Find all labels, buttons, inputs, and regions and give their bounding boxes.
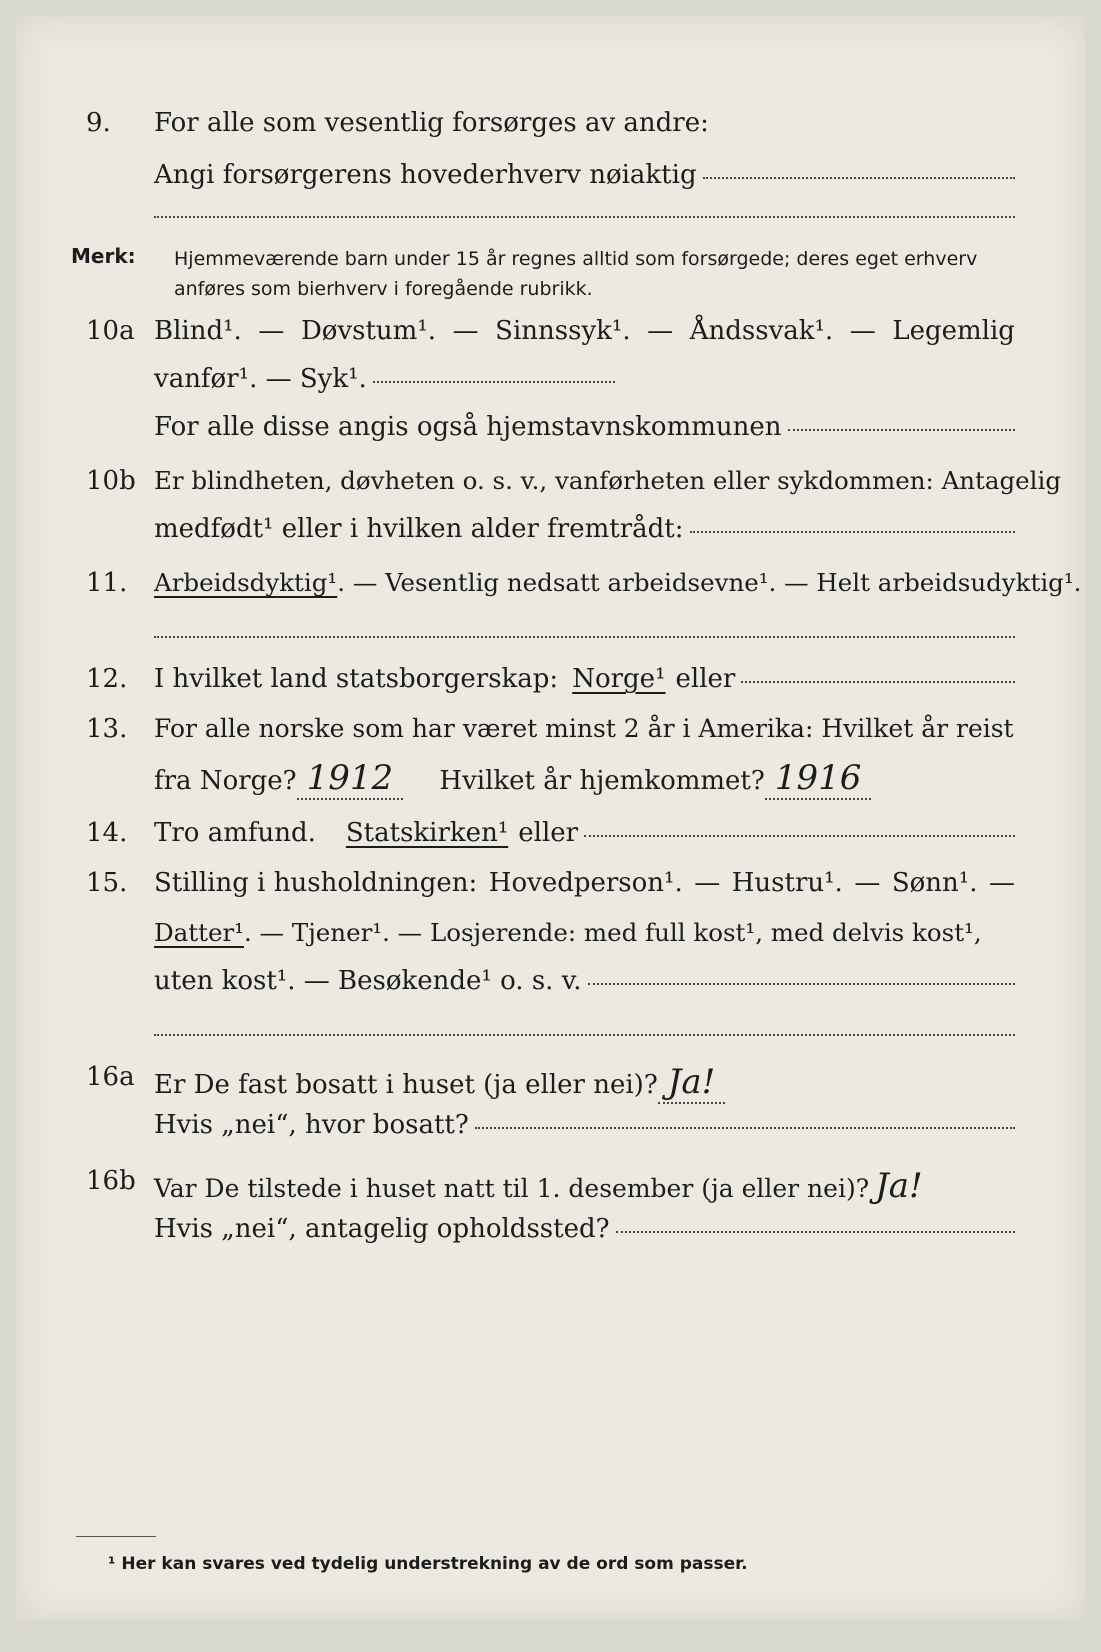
question-text: Hvis „nei“, antagelig opholdssted? — [154, 1214, 610, 1244]
option-text: Døvstum¹. — [300, 316, 437, 346]
note-label: Merk: — [71, 244, 136, 268]
question-number: 14. — [86, 818, 128, 848]
question-text: Hvilket år hjemkommet? — [439, 766, 765, 796]
question-number: 16a — [86, 1062, 135, 1092]
option-text: Åndssvak¹. — [689, 316, 834, 346]
question-text: fra Norge? — [154, 766, 297, 796]
answer-line[interactable] — [616, 1230, 1015, 1233]
footnote-rule — [76, 1536, 156, 1537]
question-text: eller — [675, 664, 736, 694]
question-text: I hvilket land statsborgerskap: — [154, 664, 559, 694]
handwritten-answer: 1916 — [774, 758, 862, 798]
question-number: 15. — [86, 868, 128, 898]
question-number: 12. — [86, 664, 128, 694]
question-number: 13. — [86, 714, 128, 744]
question-text: . — Tjener¹. — Losjerende: med full kost¹, med delvis kost¹, — [243, 918, 982, 947]
answer-line[interactable] — [154, 216, 1015, 218]
question-text: Angi forsørgerens hovederhverv nøiaktig — [154, 160, 697, 190]
answer-line[interactable] — [588, 982, 1015, 985]
question-number: 9. — [86, 108, 111, 138]
question-text: Tro amfund. — [154, 818, 316, 848]
answer-line[interactable] — [154, 636, 1015, 638]
answer-line[interactable] — [788, 428, 1015, 431]
selected-option[interactable]: Statskirken¹ — [345, 818, 509, 848]
answer-line[interactable] — [154, 1034, 1015, 1036]
answer-line[interactable] — [373, 380, 615, 383]
question-number: 11. — [86, 568, 128, 598]
question-text: uten kost¹. — Besøkende¹ o. s. v. — [154, 966, 582, 996]
answer-line[interactable] — [741, 680, 1015, 683]
answer-line[interactable] — [475, 1126, 1015, 1129]
question-number: 10b — [86, 466, 136, 496]
question-number: 10a — [86, 316, 135, 346]
answer-line[interactable] — [690, 530, 1016, 533]
dash: — — [694, 868, 721, 898]
question-text: For alle norske som har været minst 2 år i Amerika: Hvilket år reist — [154, 714, 1014, 743]
selected-option[interactable]: Norge¹ — [572, 664, 666, 694]
census-form-page — [16, 16, 1085, 1620]
question-text: . — Vesentlig nedsatt arbeidsevne¹. — Helt arbeidsudyktig¹. — [337, 568, 1082, 597]
dash: — — [849, 316, 876, 346]
answer-line[interactable] — [703, 176, 1015, 179]
note-text: Hjemmeværende barn under 15 år regnes alltid som forsørgede; deres eget erhverv — [174, 248, 978, 270]
dash: — — [452, 316, 479, 346]
handwritten-answer: Ja! — [667, 1062, 716, 1102]
footnote: ¹ Her kan svares ved tydelig understrekning av de ord som passer. — [108, 1554, 748, 1574]
note-text: anføres som bierhverv i foregående rubrikk. — [174, 278, 593, 300]
option-text: Sønn¹. — [891, 868, 978, 898]
answer-line[interactable] — [584, 834, 1015, 837]
dash: — — [988, 868, 1015, 898]
question-text: Er De fast bosatt i huset (ja eller nei)? — [154, 1070, 658, 1100]
option-text: Hovedperson¹. — [488, 868, 683, 898]
question-text: Hvis „nei“, hvor bosatt? — [154, 1110, 469, 1140]
dash: — — [258, 316, 285, 346]
dash: — — [647, 316, 674, 346]
question-text: Var De tilstede i huset natt til 1. desember (ja eller nei)? — [154, 1174, 870, 1203]
question-text: For alle som vesentlig forsørges av andre: — [154, 108, 709, 138]
option-text: Hustru¹. — [731, 868, 843, 898]
option-text: Blind¹. — [154, 316, 242, 346]
question-text: vanfør¹. — Syk¹. — [154, 364, 367, 394]
dash: — — [854, 868, 881, 898]
question-text: medfødt¹ eller i hvilken alder fremtrådt: — [154, 514, 684, 544]
question-number: 16b — [86, 1166, 136, 1196]
option-text: Sinnssyk¹. — [495, 316, 631, 346]
question-text: Er blindheten, døvheten o. s. v., vanførheten eller sykdommen: Antagelig — [154, 466, 1062, 495]
question-text: For alle disse angis også hjemstavnskommunen — [154, 412, 782, 442]
question-text: eller — [518, 818, 579, 848]
selected-option[interactable]: Datter¹ — [154, 918, 244, 947]
selected-option[interactable]: Arbeidsdyktig¹ — [154, 568, 338, 597]
question-text: Stilling i husholdningen: — [154, 868, 478, 898]
option-text: Legemlig — [892, 316, 1015, 346]
handwritten-answer: Ja! — [875, 1166, 923, 1206]
handwritten-answer: 1912 — [306, 758, 394, 798]
